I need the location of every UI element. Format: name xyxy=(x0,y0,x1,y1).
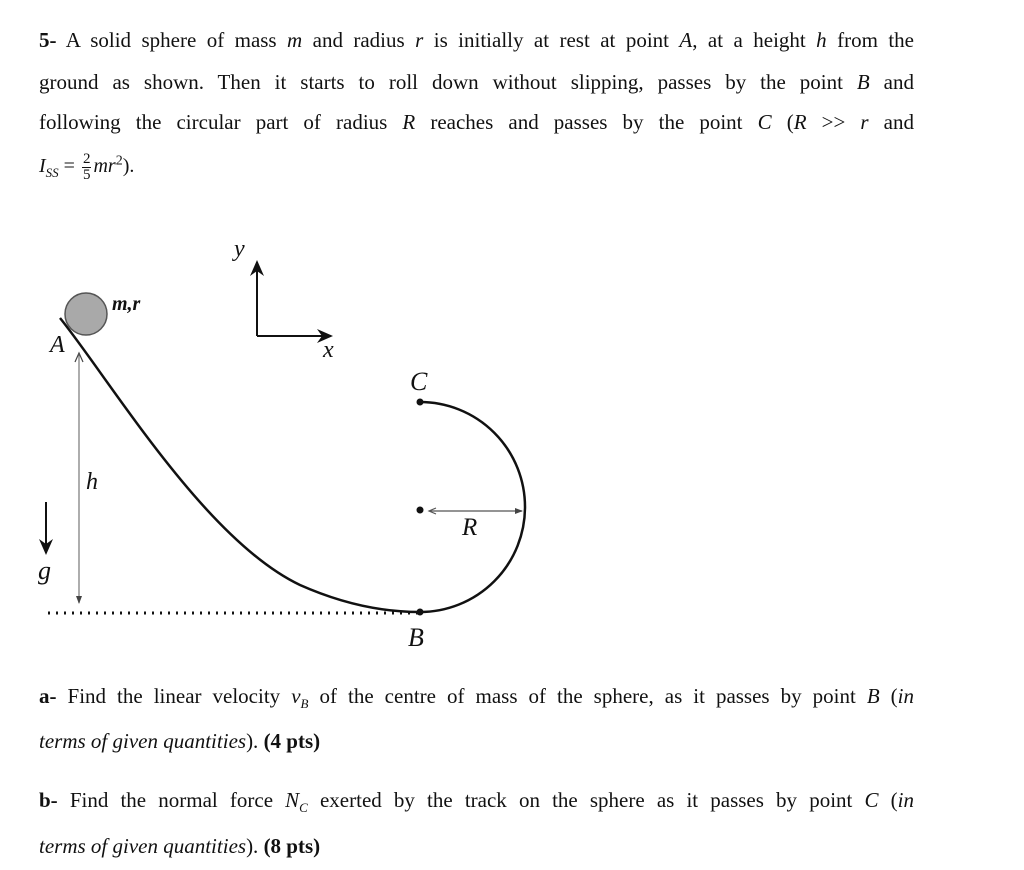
moment-of-inertia-formula xyxy=(39,152,134,183)
part-b-line-1 xyxy=(39,788,914,816)
subscript-C: C xyxy=(299,800,308,816)
problem-line-1 xyxy=(39,28,914,53)
var-r: r xyxy=(860,110,869,134)
text: following the circular part of radius xyxy=(39,110,403,134)
fraction xyxy=(82,152,92,183)
point-C xyxy=(417,399,424,406)
problem-line-2 xyxy=(39,70,914,95)
text: ( xyxy=(879,684,898,708)
exponent: 2 xyxy=(115,153,123,169)
text: ( xyxy=(771,110,794,134)
text: Find the linear velocity xyxy=(56,684,292,708)
var-m: m xyxy=(287,28,303,52)
var-C: C xyxy=(757,110,772,134)
text: ( xyxy=(878,788,898,812)
text: of the centre of mass of the sphere, as it passes by point xyxy=(308,684,867,708)
label-x: x xyxy=(323,337,334,363)
problem-number: 5- xyxy=(39,28,57,52)
slope-track xyxy=(60,318,420,612)
italic-text: terms of given quantities xyxy=(39,834,247,858)
var-r: r xyxy=(415,28,424,52)
label-h: h xyxy=(86,469,98,495)
label-R: R xyxy=(462,514,478,541)
numerator: 2 xyxy=(82,151,91,167)
italic-text: in xyxy=(897,788,914,812)
text: is initially at rest at point xyxy=(423,28,680,52)
points-b: (8 pts) xyxy=(263,834,321,858)
text: ). xyxy=(246,834,264,858)
sphere xyxy=(65,293,107,335)
label-C: C xyxy=(410,367,428,396)
track-diagram xyxy=(0,225,620,665)
label-A: A xyxy=(50,332,65,358)
italic-text: terms of given quantities xyxy=(39,729,247,753)
label-B: B xyxy=(408,623,424,652)
part-b-line-2 xyxy=(39,834,320,859)
var-B: B xyxy=(866,684,880,708)
part-b-label: b- xyxy=(39,788,58,812)
point-center xyxy=(417,507,424,514)
part-a-label: a- xyxy=(39,684,57,708)
part-a-line-2 xyxy=(39,729,320,754)
denominator: 5 xyxy=(82,167,91,183)
subscript-B: B xyxy=(300,696,309,712)
var-R: R xyxy=(402,110,416,134)
var-mr: mr xyxy=(93,155,116,178)
text: ). xyxy=(246,729,264,753)
var-I: I xyxy=(39,155,46,178)
var-A: A xyxy=(679,28,693,52)
circular-track xyxy=(420,402,525,612)
subscript-SS: SS xyxy=(45,165,59,181)
text: ground as shown. Then it starts to roll down without slipping, passes by the point xyxy=(39,70,857,94)
point-B xyxy=(417,609,424,616)
var-h: h xyxy=(816,28,827,52)
italic-text: in xyxy=(897,684,914,708)
text: from the xyxy=(826,28,914,52)
var-B: B xyxy=(856,70,870,94)
text: exerted by the track on the sphere as it passes by point xyxy=(307,788,865,812)
var-N: N xyxy=(285,788,300,812)
text: and radius xyxy=(302,28,416,52)
var-v: v xyxy=(291,684,301,708)
label-y: y xyxy=(234,236,245,262)
var-R: R xyxy=(793,110,807,134)
points-a: (4 pts) xyxy=(263,729,321,753)
text: Find the normal force xyxy=(57,788,286,812)
text: and xyxy=(868,110,915,134)
label-mr: m,r xyxy=(112,293,141,315)
problem-line-3 xyxy=(39,110,914,135)
var-C: C xyxy=(864,788,879,812)
part-a-line-1 xyxy=(39,684,914,712)
equals-sign: = xyxy=(58,155,80,178)
text: , at a height xyxy=(692,28,817,52)
text: and xyxy=(869,70,914,94)
text: A solid sphere of mass xyxy=(65,28,288,52)
text: >> xyxy=(806,110,861,134)
text: reaches and passes by the point xyxy=(415,110,758,134)
text: ). xyxy=(122,155,135,178)
label-g: g xyxy=(38,556,51,585)
